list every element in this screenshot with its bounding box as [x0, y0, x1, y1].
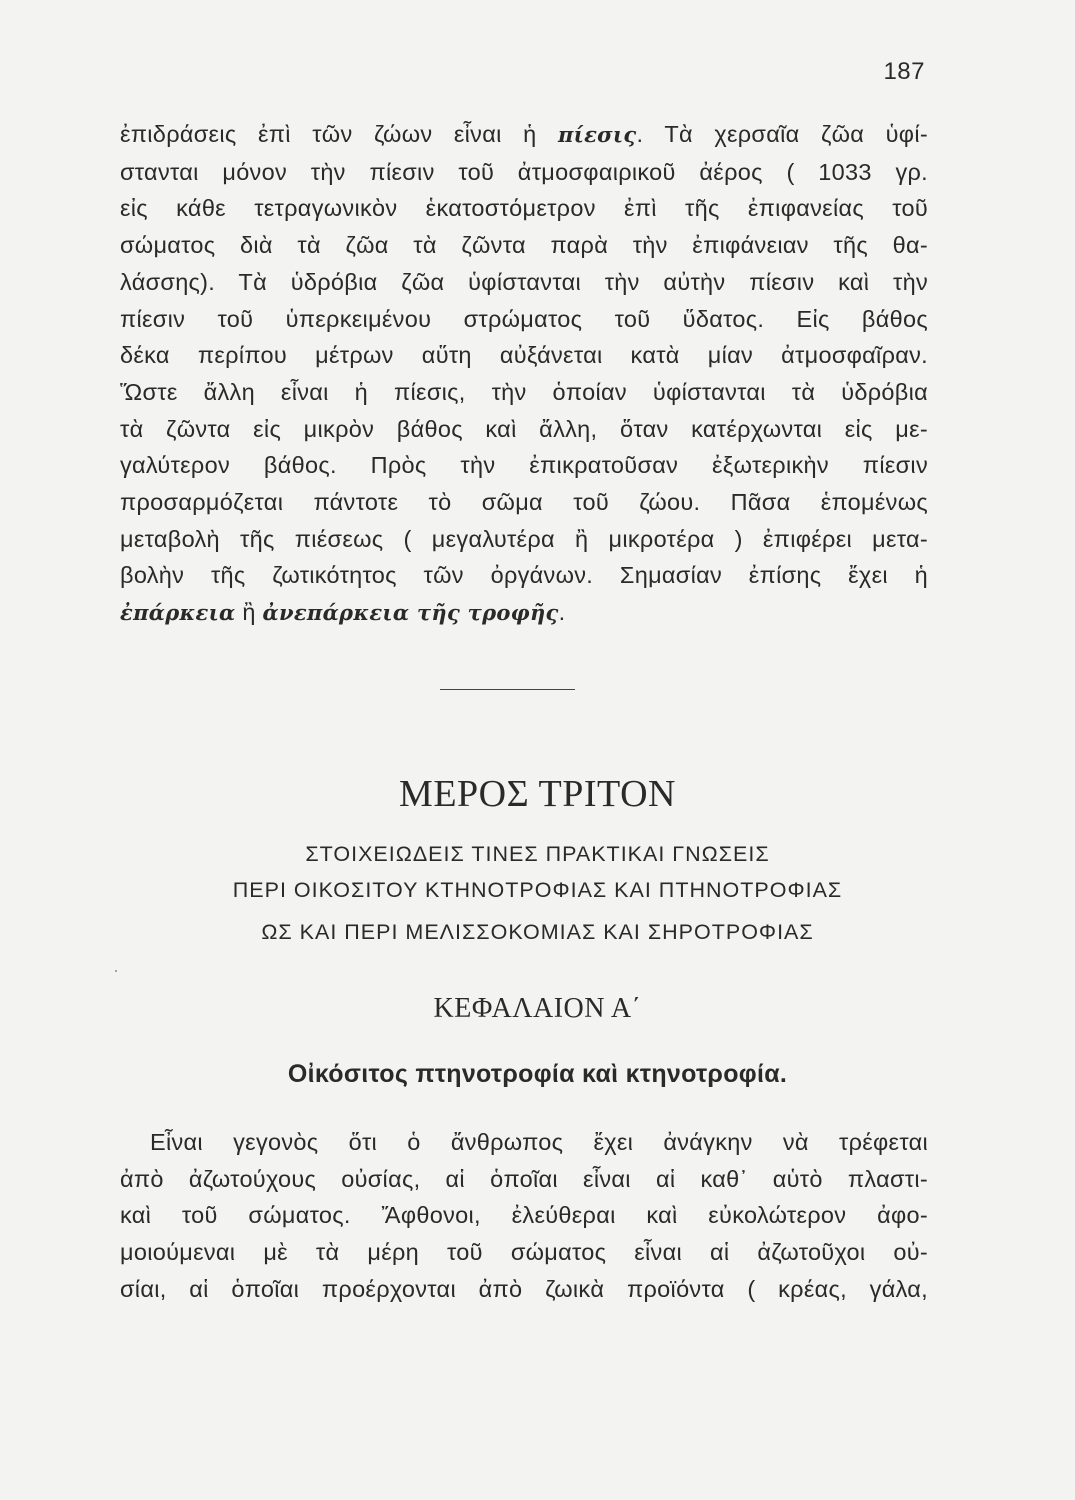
part-subtitle-line: ΣΤΟΙΧΕΙΩΔΕΙΣ ΤΙΝΕΣ ΠΡΑΚΤΙΚΑΙ ΓΝΩΣΕΙΣ	[305, 842, 770, 866]
text-line: στανται μόνον τὴν πίεσιν τοῦ ἀτμοσφαιρικοῦ ἀέρος ( 1033 γρ.	[120, 158, 928, 185]
paragraph-pressure	[120, 116, 928, 632]
text-line: καὶ τοῦ σώματος. Ἄφθονοι, ἐλεύθεραι καὶ εὐκολώτερον ἀφο-	[120, 1202, 928, 1229]
emphasis-term: ἐπάρκεια	[120, 600, 236, 626]
text-line: βολὴν τῆς ζωτικότητος τῶν ὀργάνων. Σημασίαν ἐπίσης ἔχει ἡ	[120, 562, 928, 589]
text-line: ἐπιδράσεις ἐπὶ τῶν ζώων εἶναι ἡ πίεσις. Τὰ χερσαῖα ζῶα ὑφί-	[120, 121, 928, 147]
emphasis-term: πίεσις	[557, 122, 637, 147]
part-subtitle-line: ΠΕΡΙ ΟΙΚΟΣΙΤΟΥ ΚΤΗΝΟΤΡΟΦΙΑΣ ΚΑΙ ΠΤΗΝΟΤΡΟΦΙΑΣ	[232, 878, 843, 902]
section-divider	[440, 689, 575, 690]
text-line: γαλύτερον βάθος. Πρὸς τὴν ἐπικρατοῦσαν ἐξωτερικὴν πίεσιν	[120, 452, 928, 479]
text-line: Ὥστε ἄλλη εἶναι ἡ πίεσις, τὴν ὁποίαν ὑφίστανται τὰ ὑδρόβια	[120, 378, 928, 405]
text-line: εἰς κάθε τετραγωνικὸν ἑκατοστόμετρον ἐπὶ τῆς ἐπιφανείας τοῦ	[120, 195, 928, 222]
text-line: ἐπάρκεια ἢ ἀνεπάρκεια τῆς τροφῆς.	[120, 599, 566, 626]
part-title: ΜΕΡΟΣ ΤΡΙΤΟΝ	[399, 773, 676, 815]
text-line: ἀπὸ ἀζωτούχους οὐσίας, αἱ ὁποῖαι εἶναι αἱ καθ᾽ αὑτὸ πλαστι-	[120, 1165, 928, 1192]
text-line: Εἶναι γεγονὸς ὅτι ὁ ἄνθρωπος ἔχει ἀνάγκην νὰ τρέφεται	[150, 1129, 928, 1155]
chapter-title: ΚΕΦΑΛΑΙΟΝ Α΄	[433, 993, 642, 1024]
text-line: σίαι, αἱ ὁποῖαι προέρχονται ἀπὸ ζωικὰ προϊόντα ( κρέας, γάλα,	[120, 1275, 928, 1302]
text-line: δέκα περίπου μέτρων αὕτη αὐξάνεται κατὰ μίαν ἀτμοσφαῖραν.	[120, 342, 928, 369]
text-line: πίεσιν τοῦ ὑπερκειμένου στρώματος τοῦ ὕδατος. Εἰς βάθος	[120, 305, 928, 332]
page-number: 187	[883, 58, 925, 85]
text-line: μεταβολὴ τῆς πιέσεως ( μεγαλυτέρα ἢ μικροτέρα ) ἐπιφέρει μετα-	[120, 525, 928, 552]
text-line: σώματος διὰ τὰ ζῶα τὰ ζῶντα παρὰ τὴν ἐπιφάνειαν τῆς θα-	[120, 232, 928, 259]
part-subtitle-line: ΩΣ ΚΑΙ ΠΕΡΙ ΜΕΛΙΣΣΟΚΟΜΙΑΣ ΚΑΙ ΣΗΡΟΤΡΟΦΙΑΣ	[261, 920, 814, 944]
text-line: λάσσης). Τὰ ὑδρόβια ζῶα ὑφίστανται τὴν αὐτὴν πίεσιν καὶ τὴν	[120, 268, 928, 295]
text-line: προσαρμόζεται πάντοτε τὸ σῶμα τοῦ ζώου. Πᾶσα ἑπομένως	[120, 489, 928, 516]
text-line: τὰ ζῶντα εἰς μικρὸν βάθος καὶ ἄλλη, ὅταν κατέρχωνται εἰς με-	[120, 415, 928, 442]
section-title: Οἰκόσιτος πτηνοτροφία καὶ κτηνοτροφία.	[287, 1060, 788, 1088]
print-speck	[115, 970, 117, 972]
emphasis-term: ἀνεπάρκεια τῆς τροφῆς	[262, 600, 559, 626]
text-line: μοιούμεναι μὲ τὰ μέρη τοῦ σώματος εἶναι αἱ ἀζωτοῦχοι οὐ-	[120, 1239, 928, 1266]
paragraph-nutrition	[120, 1124, 928, 1308]
